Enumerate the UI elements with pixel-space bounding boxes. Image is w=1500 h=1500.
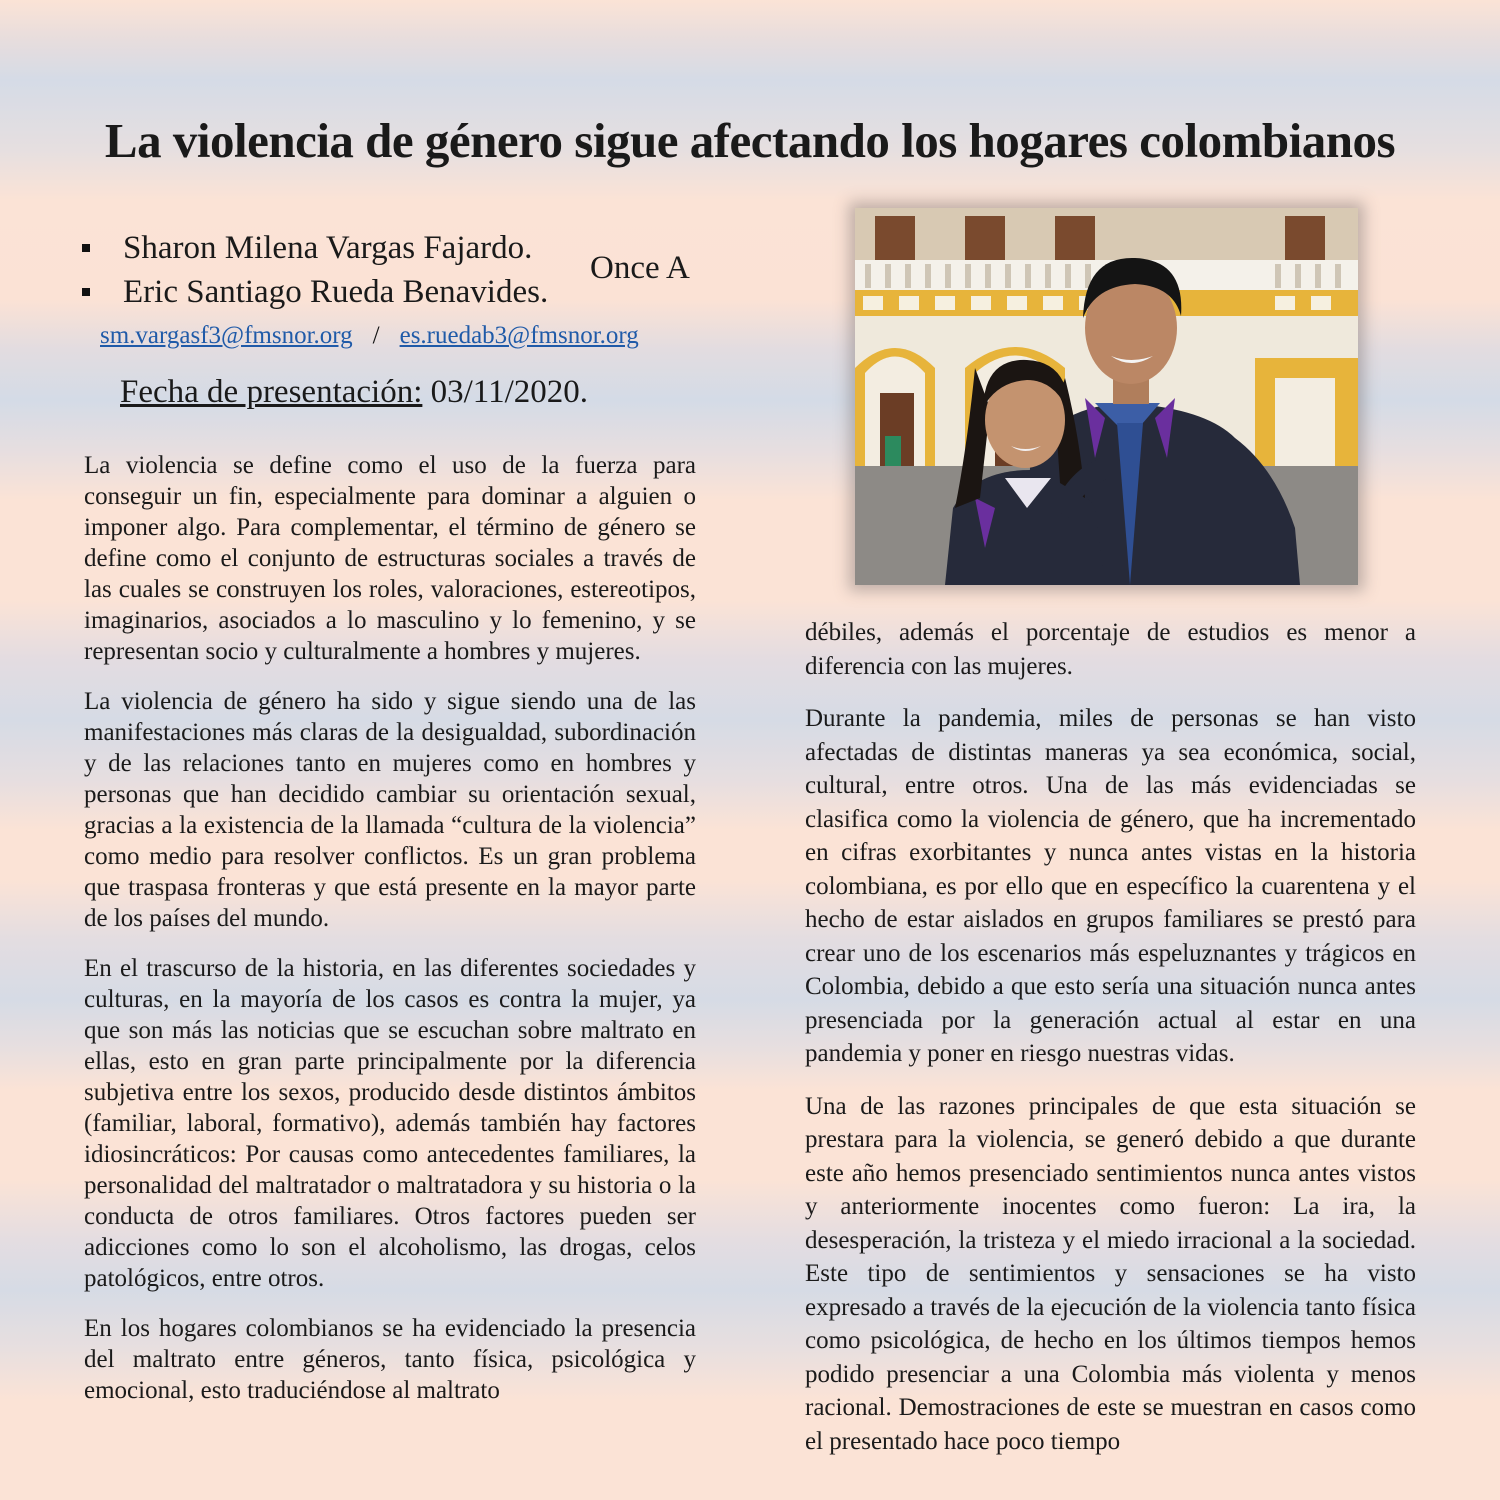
article-title: La violencia de género sigue afectando los hogares colombianos [104,113,1396,168]
left-column [84,450,696,1425]
author-item [80,270,548,314]
paragraph: La violencia de género ha sido y sigue siendo una de las manifestaciones más claras de la desigualdad, subordinación y de las relaciones tanto en mujeres como en hombres y personas que han decidido cambiar su orientación sexual, gracias a la existencia de la llamada “cultura de la violencia” como medio para resolver conflictos. Es un gran problema que traspasa fronteras y que está presente en la mayor parte de los países del mundo. [84,688,696,932]
paragraph: Durante la pandemia, miles de personas se han visto afectadas de distintas maneras ya sea económica, social, cultural, entre otros. Una de las más evidenciadas se clasifica como la violencia de género, que ha incrementado en cifras exorbitantes y nunca antes vistas en la historia colombiana, es por ello que en específico la cuarentena y el hecho de estar aislados en grupos familiares se prestó para crear uno de los escenarios más espeluznantes y trágicos en Colombia, debido a que esto sería una situación nunca antes presenciada por la generación actual al estar en una pandemia y poner en riesgo nuestras vidas. [805,705,1416,1067]
date-value: 03/11/2020. [430,374,588,410]
paragraph: En los hogares colombianos se ha evidenciado la presencia del maltrato entre géneros, tanto física, psicológica y emocional, esto traduciéndose al maltrato [84,1315,696,1404]
author-name: Sharon Milena Vargas Fajardo. [123,230,533,266]
date-label: Fecha de presentación: [120,374,423,410]
presentation-date [120,374,588,411]
author-name: Eric Santiago Rueda Benavides. [123,274,549,310]
author-list [80,226,548,314]
students-photo [855,208,1358,585]
paragraph: La violencia se define como el uso de la fuerza para conseguir un fin, especialmente para dominar a alguien o imponer algo. Para complementar, el término de género se define como el conjunto de estructuras sociales a través de las cuales se construyen los roles, valoraciones, estereotipos, imaginarios, asociados a lo masculino y lo femenino, y se representan socio y culturalmente a hombres y mujeres. [84,452,696,665]
right-column [805,616,1416,1477]
square-bullet-icon [82,288,90,296]
grade-label: Once A [590,250,690,286]
photo-illustration [855,208,1358,585]
email-line [100,322,639,350]
paragraph: En el trascurso de la historia, en las diferentes sociedades y culturas, en la mayoría de los casos es contra la mujer, ya que son más las noticias que se escuchan sobre maltrato en ellas, esto en gran parte principalmente por la diferencia subjetiva entre los sexos, producido desde distintos ámbitos (familiar, laboral, formativo), además también hay factores idiosincráticos: Por causas como antecedentes familiares, la personalidad del maltratador o maltratadora y su historia o la conducta de otros familiares. Otros factores pueden ser adicciones como lo son el alcoholismo, las drogas, celos patológicos, entre otros. [84,955,696,1292]
email-link-second[interactable]: es.ruedab3@fmsnor.org [399,322,639,349]
square-bullet-icon [82,244,90,252]
paragraph: débiles, además el porcentaje de estudios es menor a diferencia con las mujeres. [805,619,1416,680]
author-item [80,226,548,270]
paragraph: Una de las razones principales de que esta situación se prestara para la violencia, se generó debido a que durante este año hemos presenciado sentimientos nunca antes vistos y anteriormente inocentes como fueron: La ira, la desesperación, la tristeza y el miedo irracional a la sociedad. Este tipo de sentimientos y sensaciones se ha visto expresado a través de la ejecución de la violencia tanto física como psicológica, de hecho en los últimos tiempos hemos podido presenciar a una Colombia más violenta y menos racional. Demostraciones de este se muestran en casos como el presentado hace poco tiempo [805,1092,1416,1455]
email-separator: / [372,322,380,349]
email-link-first[interactable]: sm.vargasf3@fmsnor.org [100,322,353,349]
